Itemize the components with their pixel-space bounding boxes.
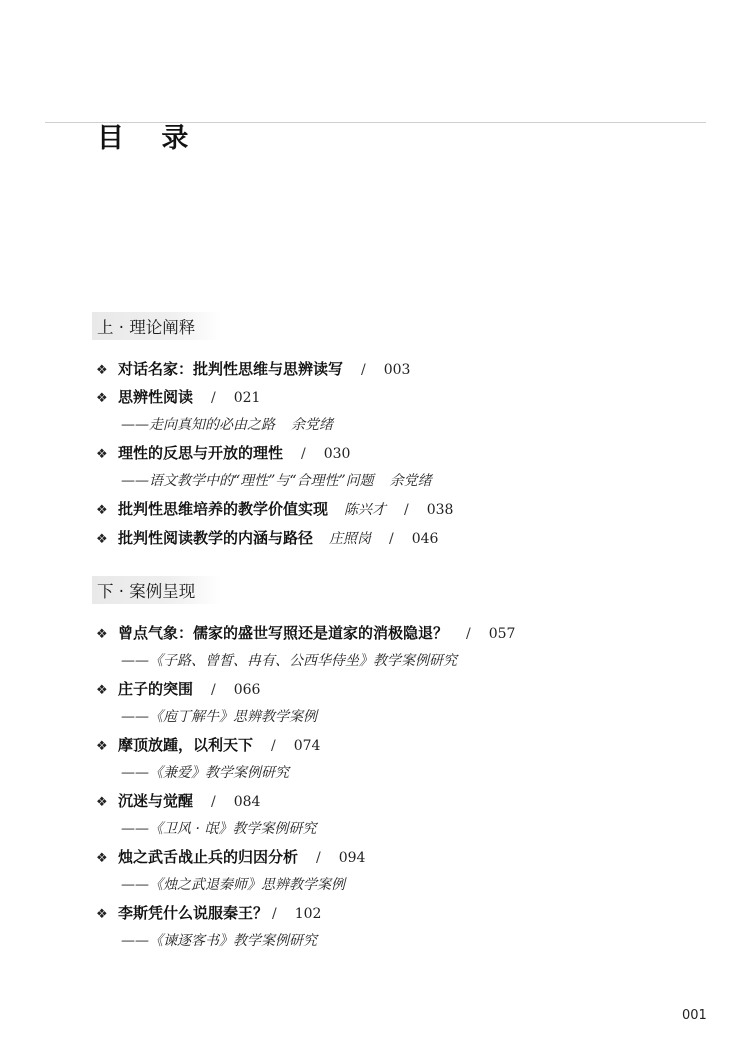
entry-subtitle: ——《谏逐客书》教学案例研究 <box>121 933 317 949</box>
entry-separator: / <box>271 738 276 754</box>
entry-title: 曾点气象：儒家的盛世写照还是道家的消极隐退？ <box>118 624 449 642</box>
entry-subtitle-line <box>121 650 457 670</box>
entry-separator: / <box>404 502 409 518</box>
entry-subtitle: ——《烛之武退秦师》思辨教学案例 <box>121 877 345 893</box>
entry-page: 102 <box>294 906 322 922</box>
diamond-bullet-icon: ❖ <box>96 391 108 406</box>
toc-entry[interactable] <box>96 678 260 699</box>
entry-separator: / <box>272 906 277 922</box>
entry-subtitle-line <box>121 818 316 838</box>
diamond-bullet-icon: ❖ <box>96 503 108 518</box>
entry-title: 摩顶放踵，以利天下 <box>118 736 254 754</box>
page-number: 001 <box>682 1008 707 1023</box>
entry-separator: / <box>301 446 306 462</box>
diamond-bullet-icon: ❖ <box>96 627 108 642</box>
toc-entry[interactable] <box>96 734 320 755</box>
diamond-bullet-icon: ❖ <box>96 739 108 754</box>
entry-title: 理性的反思与开放的理性 <box>118 444 284 462</box>
entry-title: 李斯凭什么说服秦王？ <box>118 904 269 922</box>
entry-page: 046 <box>411 531 439 547</box>
entry-subtitle-line <box>121 706 317 726</box>
entry-title: 批判性阅读教学的内涵与路径 <box>118 529 314 547</box>
section-header-cases: 下 · 案例呈现 <box>92 576 222 604</box>
toc-entry[interactable] <box>96 790 260 811</box>
entry-title: 沉迷与觉醒 <box>118 792 194 810</box>
page-title: 目 录 <box>97 123 203 154</box>
entry-author: 余党绪 <box>291 417 333 433</box>
entry-title: 烛之武舌战止兵的归因分析 <box>118 848 299 866</box>
diamond-bullet-icon: ❖ <box>96 795 108 810</box>
entry-separator: / <box>361 362 366 378</box>
entry-subtitle: ——《卫风 · 氓》教学案例研究 <box>121 821 317 837</box>
entry-author: 余党绪 <box>389 473 432 489</box>
entry-separator: / <box>211 794 216 810</box>
entry-subtitle: ——走向真知的必由之路 <box>121 417 275 433</box>
entry-separator: / <box>389 531 394 547</box>
entry-subtitle-line <box>121 414 333 434</box>
diamond-bullet-icon: ❖ <box>96 683 108 698</box>
entry-page: 038 <box>426 502 454 518</box>
toc-entry[interactable] <box>96 622 515 643</box>
diamond-bullet-icon: ❖ <box>96 851 108 866</box>
entry-title: 庄子的突围 <box>118 680 194 698</box>
toc-entry[interactable] <box>96 902 321 923</box>
entry-page: 066 <box>233 682 261 698</box>
entry-title: 批判性思维培养的教学价值实现 <box>118 500 329 518</box>
entry-separator: / <box>211 682 216 698</box>
entry-title: 思辨性阅读 <box>118 388 194 406</box>
entry-subtitle-line <box>121 874 345 894</box>
toc-entry[interactable] <box>96 527 438 548</box>
entry-subtitle-line <box>121 470 432 490</box>
entry-separator: / <box>466 626 471 642</box>
entry-subtitle: ——《子路、曾皙、冉有、公西华侍坐》教学案例研究 <box>121 653 457 669</box>
entry-subtitle: ——语文教学中的“理性”与“合理性”问题 <box>121 473 374 489</box>
entry-separator: / <box>211 390 216 406</box>
section-header-theory: 上 · 理论阐释 <box>92 312 222 340</box>
entry-page: 074 <box>293 738 321 754</box>
entry-subtitle: ——《庖丁解牛》思辨教学案例 <box>121 709 317 725</box>
entry-page: 030 <box>323 446 351 462</box>
toc-entry[interactable] <box>96 846 365 867</box>
entry-subtitle-line <box>121 762 289 782</box>
entry-page: 094 <box>338 850 366 866</box>
toc-entry[interactable] <box>96 442 350 463</box>
diamond-bullet-icon: ❖ <box>96 363 108 378</box>
entry-page: 084 <box>233 794 261 810</box>
diamond-bullet-icon: ❖ <box>96 447 108 462</box>
entry-page: 057 <box>488 626 516 642</box>
entry-page: 021 <box>233 390 261 406</box>
diamond-bullet-icon: ❖ <box>96 907 108 922</box>
diamond-bullet-icon: ❖ <box>96 532 108 547</box>
entry-author: 庄照岗 <box>329 531 372 547</box>
entry-page: 003 <box>383 362 411 378</box>
toc-entry[interactable] <box>96 358 410 379</box>
entry-subtitle: ——《兼爱》教学案例研究 <box>121 765 289 781</box>
toc-entry[interactable] <box>96 386 260 407</box>
entry-separator: / <box>316 850 321 866</box>
toc-entry[interactable] <box>96 498 453 519</box>
entry-author: 陈兴才 <box>344 502 387 518</box>
entry-subtitle-line <box>121 930 317 950</box>
entry-title: 对话名家：批判性思维与思辨读写 <box>118 360 344 378</box>
